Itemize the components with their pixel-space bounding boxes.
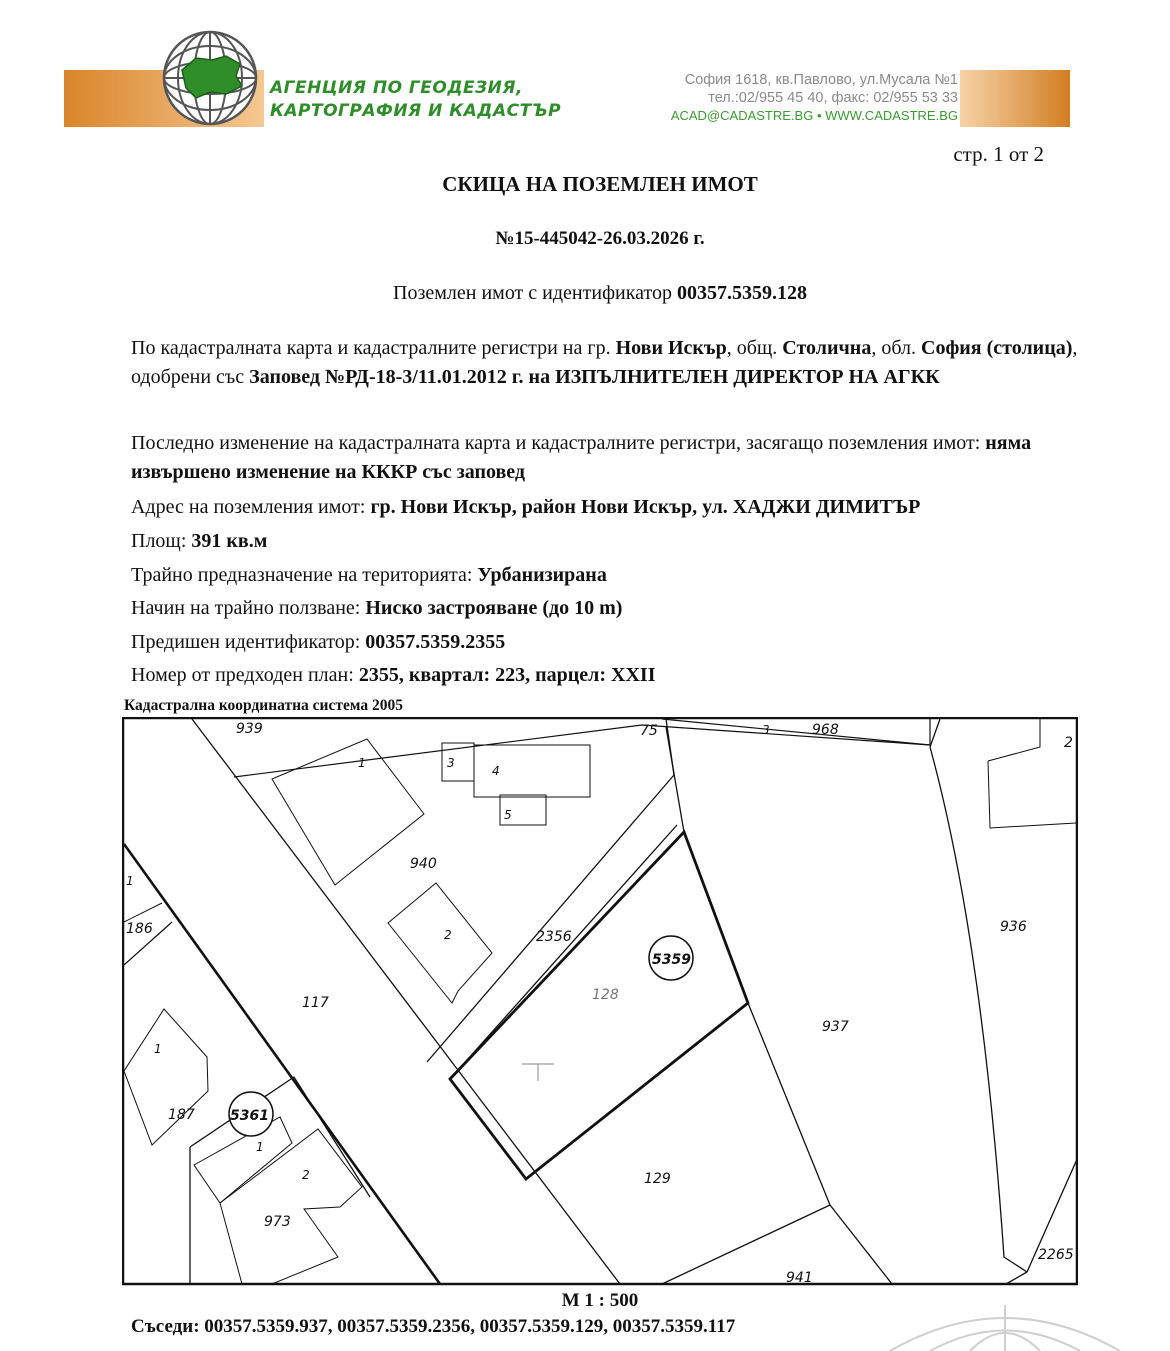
map-label: 1 [126,874,134,888]
parcel-boundary [930,719,1027,1272]
map-label: 2 [302,1168,310,1182]
map-label: 4 [492,764,500,778]
document-title: СКИЦА НА ПОЗЕМЛЕН ИМОТ [442,172,758,196]
field-label: Адрес на поземления имот: [131,496,371,518]
map-label: 3 [762,723,770,737]
centroid-cross [522,1064,554,1081]
last-change-value: няма извършено изменение на КККР със заповед [131,432,1032,483]
agency-globe-logo [160,28,260,128]
field-address [131,493,1081,522]
field-value: гр. Нови Искър, район Нови Искър, ул. ХАДЖИ ДИМИТЪР [370,496,921,518]
map-scale: М 1 : 500 [561,1290,639,1311]
header-band-right [960,70,1070,127]
parcel-boundary [662,719,930,745]
field-usage [131,594,1081,623]
register-paragraph [131,334,1081,392]
map-label: 973 [264,1214,291,1230]
parcel-boundary [192,719,620,1284]
page-number: стр. 1 от 2 [953,142,1044,166]
register-text-4: , одобрени със [131,337,1078,388]
building-2 [388,883,492,1003]
map-label: 117 [302,995,329,1011]
field-label: Площ: [131,530,192,552]
field-label: Предишен идентификатор: [131,631,366,653]
map-label: 941 [786,1270,813,1286]
agency-name-line2: КАРТОГРАФИЯ И КАДАСТЪР [270,101,562,121]
map-label: 2 [1064,735,1073,751]
building-1-left [124,1009,208,1145]
map-label: 5 [504,808,512,822]
map-caption: Кадастрална координатна система 2005 [124,697,403,714]
map-label: 1 [358,756,366,770]
field-label: Номер от предходен план: [131,664,359,686]
agency-name-line1: АГЕНЦИЯ ПО ГЕОДЕЗИЯ, [270,78,523,98]
agency-phones: тел.:02/955 45 40, факс: 02/955 53 33 [708,90,958,106]
last-change-paragraph [131,429,1081,487]
map-label: 1 [256,1140,264,1154]
register-municipality: Столична [782,337,872,359]
map-label: 3 [447,756,455,770]
watermark-globe [880,1305,1130,1351]
agency-address: София 1618, кв.Павлово, ул.Мусала №1 [684,72,958,88]
field-value: 391 кв.м [191,530,268,552]
map-label: 936 [1000,919,1027,935]
register-region: София (столица) [921,337,1073,359]
map-label: 2 [444,928,452,942]
agency-name [270,77,561,123]
register-text-2: , общ. [726,337,783,359]
neighbours-line [131,1316,735,1338]
building-outline [988,761,1076,828]
map-label: 940 [410,856,437,872]
agency-contacts [671,71,958,125]
map-label: 2356 [536,929,572,945]
parcel-boundary [190,1077,370,1197]
field-previous-id [131,628,1081,657]
map-label: 186 [126,921,153,937]
map-label: 939 [236,721,263,737]
agency-web[interactable]: ACAD@CADASTRE.BG • WWW.CADASTRE.BG [670,108,958,123]
property-id-prefix: Поземлен имот с идентификатор [393,282,677,304]
map-label: 128 [592,987,619,1003]
map-label: 2265 [1038,1247,1074,1263]
map-label: 75 [640,723,658,739]
building-1 [272,739,424,885]
field-label: Трайно предназначение на територията: [131,564,478,586]
parcel-boundary [450,825,677,1079]
register-city: Нови Искър [615,337,727,359]
document-number: №15-445042-26.03.2026 г. [495,228,705,249]
parcel-boundary [830,1205,892,1284]
building-2-bottom [220,1129,362,1284]
property-id-line [0,282,1170,305]
field-value: 2355, квартал: 223, парцел: XXII [358,664,656,686]
building-outline [988,719,1040,761]
map-label: 5359 [652,952,691,968]
field-value: 00357.5359.2355 [365,631,506,653]
field-value: Ниско застрояване (до 10 m) [365,597,623,619]
neighbours-value: 00357.5359.937, 00357.5359.2356, 00357.5359.129, 00357.5359.117 [204,1316,736,1337]
last-change-label: Последно изменение на кадастралната карта и кадастралните регистри, засягащо поземления имот: [131,432,986,454]
parcel-boundary [124,903,162,922]
register-order: Заповед №РД-18-3/11.01.2012 г. на ИЗПЪЛНИТЕЛЕН ДИРЕКТОР НА АГКК [249,366,940,388]
field-purpose [131,561,1081,590]
cadastral-map [122,717,1078,1286]
field-area [131,527,1081,556]
register-text-3: , обл. [871,337,916,359]
field-previous-plan [131,661,1081,690]
map-label: 1 [154,1042,162,1056]
map-label: 937 [822,1019,849,1035]
parcel-boundary [642,725,930,745]
map-label: 129 [644,1171,671,1187]
property-id: 00357.5359.128 [676,282,807,304]
map-label: 187 [168,1107,195,1123]
field-value: Урбанизирана [477,564,607,586]
parcel-128-boundary [450,832,748,1179]
map-label: 968 [812,722,839,738]
register-text-1: По кадастралната карта и кадастралните регистри на гр. [131,337,616,359]
parcel-boundary [748,1003,830,1205]
map-label: 5361 [230,1108,269,1124]
neighbours-label: Съседи: [131,1316,205,1337]
parcel-boundary [666,727,684,832]
field-label: Начин на трайно ползване: [131,597,366,619]
